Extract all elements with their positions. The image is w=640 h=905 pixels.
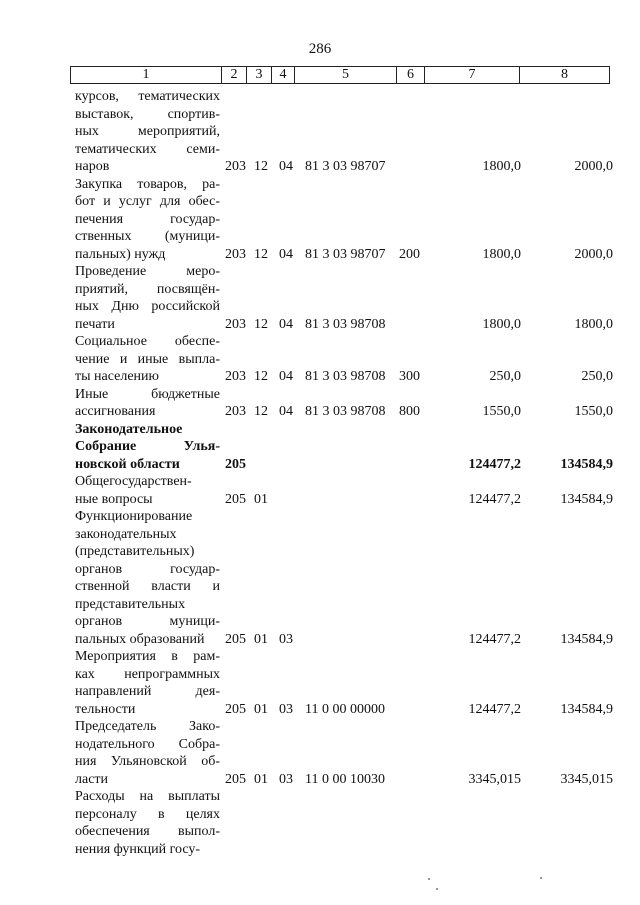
row-ved-code: 205 bbox=[225, 491, 246, 507]
row-ved-code: 205 bbox=[225, 771, 246, 787]
row-section-code: 01 bbox=[254, 491, 268, 507]
header-cell-8: 8 bbox=[561, 67, 568, 82]
row-name-line: Общегосударствен- bbox=[75, 474, 192, 489]
row-ved-code: 205 bbox=[225, 701, 246, 717]
row-amount-year-1: 124477,2 bbox=[468, 631, 521, 647]
row-name-line: обеспечения выпол- bbox=[75, 824, 220, 839]
row-name-line: тематических семи- bbox=[75, 141, 220, 157]
row-name-line: бот и услуг для обес- bbox=[75, 194, 220, 209]
row-subsection-code: 04 bbox=[279, 369, 293, 384]
row-name-line: новской области bbox=[75, 456, 180, 472]
header-cell-7: 7 bbox=[425, 67, 520, 83]
row-section-code: 12 bbox=[254, 404, 268, 419]
row-name-line: законодательных bbox=[75, 526, 177, 542]
row-name-line: Проведение меро- bbox=[75, 264, 220, 279]
header-cell-5: 5 bbox=[295, 67, 397, 83]
row-amount-year-2: 1800,0 bbox=[574, 316, 613, 332]
row-name bbox=[75, 473, 220, 508]
row-amount-year-1: 124477,2 bbox=[468, 701, 521, 717]
row-name-line: органов муници- bbox=[75, 614, 220, 629]
row-name-line: персоналу в целях bbox=[75, 806, 220, 822]
header-cell-2: 2 bbox=[222, 67, 247, 83]
row-name bbox=[75, 648, 220, 718]
row-amount-year-1: 1800,0 bbox=[482, 159, 521, 174]
row-subsection-code: 04 bbox=[279, 316, 293, 332]
row-amount-year-2: 134584,9 bbox=[560, 701, 613, 717]
row-name-line: Собрание Улья- bbox=[75, 439, 220, 454]
row-ved-code: 205 bbox=[225, 456, 246, 472]
row-name-line: ственных (муници- bbox=[75, 229, 220, 244]
row-name-line: Социальное обеспе- bbox=[75, 334, 220, 349]
row-subsection-code: 04 bbox=[279, 404, 293, 419]
row-name-line: чение и иные выпла- bbox=[75, 351, 220, 367]
row-name-line: нения функций госу- bbox=[75, 841, 201, 857]
row-subsection-code: 03 bbox=[279, 771, 293, 787]
header-cell-1: 1 bbox=[71, 67, 222, 83]
row-name-line: наров bbox=[75, 159, 110, 174]
row-amount-year-1: 124477,2 bbox=[468, 456, 521, 472]
row-ved-code: 203 bbox=[225, 159, 246, 174]
row-name-line: Функционирование bbox=[75, 509, 193, 524]
page-number: 286 bbox=[308, 41, 332, 57]
row-name-line: печати bbox=[75, 316, 115, 332]
row-amount-year-1: 3345,015 bbox=[468, 771, 521, 787]
row-subsection-code: 04 bbox=[279, 159, 293, 174]
row-name-line: ных мероприятий, bbox=[75, 124, 220, 139]
row-name-line: ственной власти и bbox=[75, 579, 220, 594]
row-name-line: ты населению bbox=[75, 369, 159, 384]
table-header-row bbox=[70, 66, 610, 84]
row-name-line: Председатель Зако- bbox=[75, 719, 220, 734]
header-cell-6: 6 bbox=[397, 67, 425, 83]
row-target-article-code: 81 3 03 98708 bbox=[305, 369, 386, 384]
row-name-line: пальных) нужд bbox=[75, 246, 166, 262]
row-name-line: Расходы на выплаты bbox=[75, 789, 220, 804]
row-name-line: ных Дню российской bbox=[75, 299, 220, 314]
row-target-article-code: 81 3 03 98707 bbox=[305, 159, 386, 174]
scan-speck bbox=[428, 878, 430, 880]
row-name-line: печения государ- bbox=[75, 211, 220, 227]
scan-speck bbox=[436, 888, 438, 890]
row-amount-year-2: 2000,0 bbox=[574, 159, 613, 174]
row-name-line: (представительных) bbox=[75, 544, 195, 559]
row-name-line: пальных образований bbox=[75, 631, 205, 647]
row-name-line: ассигнования bbox=[75, 404, 156, 419]
row-target-article-code: 81 3 03 98707 bbox=[305, 246, 386, 262]
row-name-line: органов государ- bbox=[75, 561, 220, 577]
row-section-code: 01 bbox=[254, 771, 268, 787]
row-name bbox=[75, 333, 220, 386]
row-name-line: Законодательное bbox=[75, 421, 183, 437]
row-subsection-code: 03 bbox=[279, 631, 293, 647]
row-expense-type-code: 300 bbox=[399, 369, 420, 384]
row-name-line: ласти bbox=[75, 771, 109, 787]
row-amount-year-1: 250,0 bbox=[489, 369, 521, 384]
row-ved-code: 203 bbox=[225, 316, 246, 332]
row-target-article-code: 11 0 00 10030 bbox=[305, 771, 385, 787]
row-expense-type-code: 200 bbox=[399, 246, 420, 262]
row-section-code: 12 bbox=[254, 316, 268, 332]
row-amount-year-1: 1800,0 bbox=[482, 246, 521, 262]
row-amount-year-2: 1550,0 bbox=[574, 404, 613, 419]
row-name-line: направлений дея- bbox=[75, 684, 220, 699]
row-section-code: 01 bbox=[254, 631, 268, 647]
row-name-line: ные вопросы bbox=[75, 491, 153, 507]
row-name-line: ния Ульяновской об- bbox=[75, 754, 220, 769]
row-name bbox=[75, 718, 220, 788]
row-section-code: 12 bbox=[254, 246, 268, 262]
row-name-line: тельности bbox=[75, 701, 136, 717]
row-name-line: ках непрограммных bbox=[75, 666, 220, 682]
row-target-article-code: 81 3 03 98708 bbox=[305, 316, 386, 332]
row-name bbox=[75, 788, 220, 858]
row-amount-year-2: 134584,9 bbox=[560, 456, 613, 472]
row-name-line: представительных bbox=[75, 596, 186, 612]
row-expense-type-code: 800 bbox=[399, 404, 420, 419]
row-amount-year-2: 3345,015 bbox=[560, 771, 613, 787]
row-amount-year-2: 2000,0 bbox=[574, 246, 613, 262]
row-name bbox=[75, 176, 220, 264]
row-subsection-code: 03 bbox=[279, 701, 293, 717]
row-name bbox=[75, 421, 220, 474]
row-name-line: нодательного Собра- bbox=[75, 736, 220, 752]
scan-speck bbox=[540, 877, 542, 879]
row-target-article-code: 81 3 03 98708 bbox=[305, 404, 386, 419]
row-name bbox=[75, 263, 220, 333]
row-name bbox=[75, 386, 220, 421]
row-amount-year-2: 250,0 bbox=[581, 369, 613, 384]
row-amount-year-1: 1550,0 bbox=[482, 404, 521, 419]
row-amount-year-1: 124477,2 bbox=[468, 491, 521, 507]
row-ved-code: 203 bbox=[225, 404, 246, 419]
row-name-line: выставок, спортив- bbox=[75, 106, 220, 122]
header-cell-3: 3 bbox=[247, 67, 272, 83]
row-name bbox=[75, 508, 220, 648]
row-subsection-code: 04 bbox=[279, 246, 293, 262]
row-name-line: курсов, тематических bbox=[75, 89, 220, 104]
row-ved-code: 203 bbox=[225, 369, 246, 384]
row-name-line: Мероприятия в рам- bbox=[75, 649, 220, 664]
row-section-code: 12 bbox=[254, 369, 268, 384]
row-name-line: Иные бюджетные bbox=[75, 386, 220, 402]
row-amount-year-1: 1800,0 bbox=[482, 316, 521, 332]
row-amount-year-2: 134584,9 bbox=[560, 491, 613, 507]
row-section-code: 12 bbox=[254, 159, 268, 174]
header-cell-4: 4 bbox=[272, 67, 295, 83]
row-amount-year-2: 134584,9 bbox=[560, 631, 613, 647]
row-target-article-code: 11 0 00 00000 bbox=[305, 701, 385, 717]
row-name-line: Закупка товаров, ра- bbox=[75, 176, 220, 192]
row-name-line: приятий, посвящён- bbox=[75, 281, 220, 297]
row-name bbox=[75, 88, 220, 176]
row-ved-code: 205 bbox=[225, 631, 246, 647]
row-section-code: 01 bbox=[254, 701, 268, 717]
row-ved-code: 203 bbox=[225, 246, 246, 262]
